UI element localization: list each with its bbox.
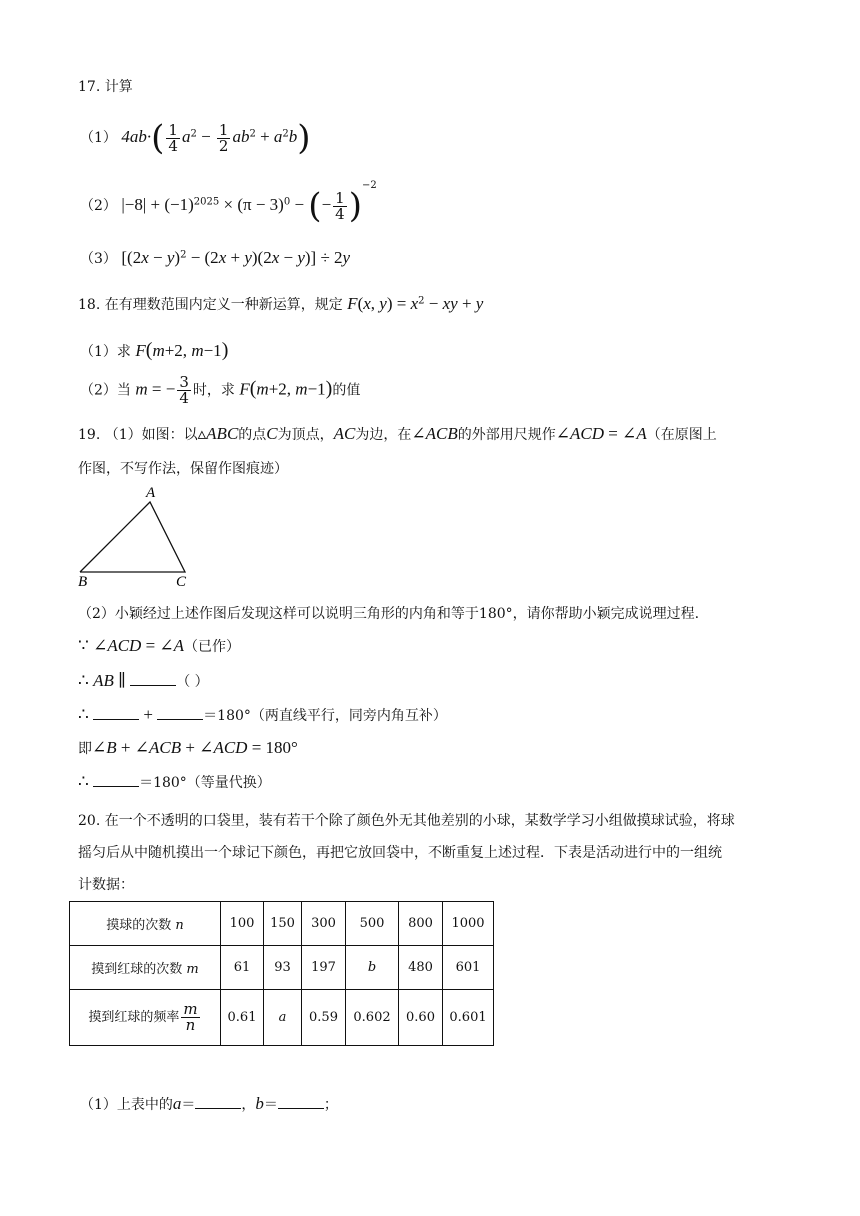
table-cell: 150	[264, 902, 302, 946]
q19-text: 为边，在	[355, 427, 412, 443]
q20-part1: （1）上表中的a＝ ，b＝ ；	[80, 1094, 338, 1113]
answer-blank[interactable]	[195, 1094, 241, 1109]
table-cell: 0.602	[346, 990, 399, 1046]
table-row	[70, 990, 494, 1046]
table-cell: 500	[346, 902, 399, 946]
table-cell: 300	[302, 902, 346, 946]
vertex-label-c: C	[176, 574, 187, 590]
proof-step-1: ∵ ∠ACD = ∠A（已作）	[78, 636, 241, 655]
part-text: ，	[241, 1097, 256, 1113]
q19-text: 的点	[238, 427, 267, 443]
table-cell: 100	[221, 902, 264, 946]
q19-title: 19. （1）如图：以▵ABC的点C为顶点，AC为边，在∠ACB的外部用尺规作∠ACD = ∠A（在原图上	[78, 424, 717, 443]
row-header: 摸球的次数 n	[70, 902, 221, 946]
answer-blank[interactable]	[93, 772, 139, 787]
triangle-figure	[70, 482, 200, 590]
proof-step-3: ∴ + ＝180°（两直线平行，同旁内角互补）	[78, 705, 447, 724]
table-cell: b	[346, 946, 399, 990]
answer-blank[interactable]	[278, 1094, 324, 1109]
data-table	[69, 901, 494, 1046]
q17-title: 17. 计算	[78, 79, 133, 95]
q18-part2: （2）当 m = − $\frac{3}{4}$ 时，求 F(m+2, m−1)的值	[80, 373, 361, 407]
q18-title: 18. 在有理数范围内定义一种新运算，规定 F(x, $y) = x^2$ − xy + y	[78, 294, 484, 313]
q20-line3: 计数据：	[78, 877, 134, 893]
part-number: （3）	[80, 251, 117, 267]
answer-blank[interactable]	[157, 705, 203, 720]
part-number: （2）	[80, 198, 117, 214]
q18-part1: （1）求 F(m+2, m−1)	[80, 339, 229, 361]
proof-prefix: 即	[78, 741, 92, 757]
q19-text: 的外部用尺规作	[457, 427, 556, 443]
table-cell: a	[264, 990, 302, 1046]
q19-title-cont: 作图，不写作法，保留作图痕迹）	[78, 461, 288, 477]
part-number: （1）	[80, 130, 117, 146]
table-cell: 197	[302, 946, 346, 990]
vertex-label-b: B	[78, 574, 88, 590]
q19-text: （在原图上	[646, 427, 717, 443]
table-cell: 800	[399, 902, 443, 946]
table-cell: 0.60	[399, 990, 443, 1046]
table-cell: 0.59	[302, 990, 346, 1046]
q20-line1: 20. 在一个不透明的口袋里，装有若干个除了颜色外无其他差别的小球，某数学学习小组做摸球试验，将球	[78, 813, 735, 829]
table-row	[70, 946, 494, 990]
q18-title-text: 18. 在有理数范围内定义一种新运算，规定	[78, 297, 343, 313]
part-text: ＝	[263, 1097, 278, 1113]
answer-blank[interactable]	[130, 671, 176, 686]
proof-step-4: 即∠B + ∠ACB + ∠ACD = 180°	[78, 738, 298, 757]
part-text: ；	[323, 1097, 338, 1113]
q17-part1: （1） 4ab·( $\frac{1}{4}$ $a^2$ − $\frac{1}{2}$ $ab^2 + a^2b$)	[80, 118, 311, 158]
proof-reason-blank[interactable]: （ ）	[176, 674, 209, 690]
table-cell: 93	[264, 946, 302, 990]
answer-blank[interactable]	[93, 705, 139, 720]
q19-text: 为顶点，	[277, 427, 334, 443]
q17-part3: （3） $[(2x - y)^2 - (2x + y)(2x - y)] \div 2y$	[80, 248, 351, 267]
proof-note: ＝180°（两直线平行，同旁内角互补）	[203, 708, 447, 724]
q19-text: 19. （1）如图：以	[78, 427, 198, 443]
part-text: 时，求	[192, 382, 235, 399]
row-header: 摸到红球的次数 m	[70, 946, 221, 990]
q17-part2: （2） $|-8| + (-1)^{2025} \times (\pi - 3)^0$ − (− $\frac{1}{4}$ )$^{-2}$	[80, 180, 377, 226]
q20-line2: 摇匀后从中随机摸出一个球记下颜色，再把它放回袋中，不断重复上述过程．下表是活动进行中的一组统	[78, 845, 722, 861]
table-cell: 480	[399, 946, 443, 990]
part-text: （1）求	[80, 344, 131, 360]
proof-note: （已作）	[184, 639, 241, 655]
proof-step-5: ∴ ＝180°（等量代换）	[78, 772, 271, 791]
table-cell: 0.61	[221, 990, 264, 1046]
table-cell: 61	[221, 946, 264, 990]
table-row	[70, 902, 494, 946]
row-header: 摸到红球的频率 $\frac{m}{n}$	[70, 990, 221, 1046]
q19-part2: （2）小颖经过上述作图后发现这样可以说明三角形的内角和等于180°，请你帮助小颖完成说理过程.	[78, 606, 700, 622]
part-text: 的值	[332, 382, 361, 399]
proof-note: ＝180°（等量代换）	[139, 775, 271, 791]
triangle-abc	[80, 502, 185, 572]
table-cell: 601	[443, 946, 494, 990]
part-text: （1）上表中的	[80, 1097, 173, 1113]
table-cell: 0.601	[443, 990, 494, 1046]
table-cell: 1000	[443, 902, 494, 946]
vertex-label-a: A	[146, 485, 156, 501]
part-text: ＝	[181, 1097, 196, 1113]
part-text: （2）当	[80, 382, 131, 399]
proof-step-2: ∴ AB ∥ （ ）	[78, 671, 209, 690]
